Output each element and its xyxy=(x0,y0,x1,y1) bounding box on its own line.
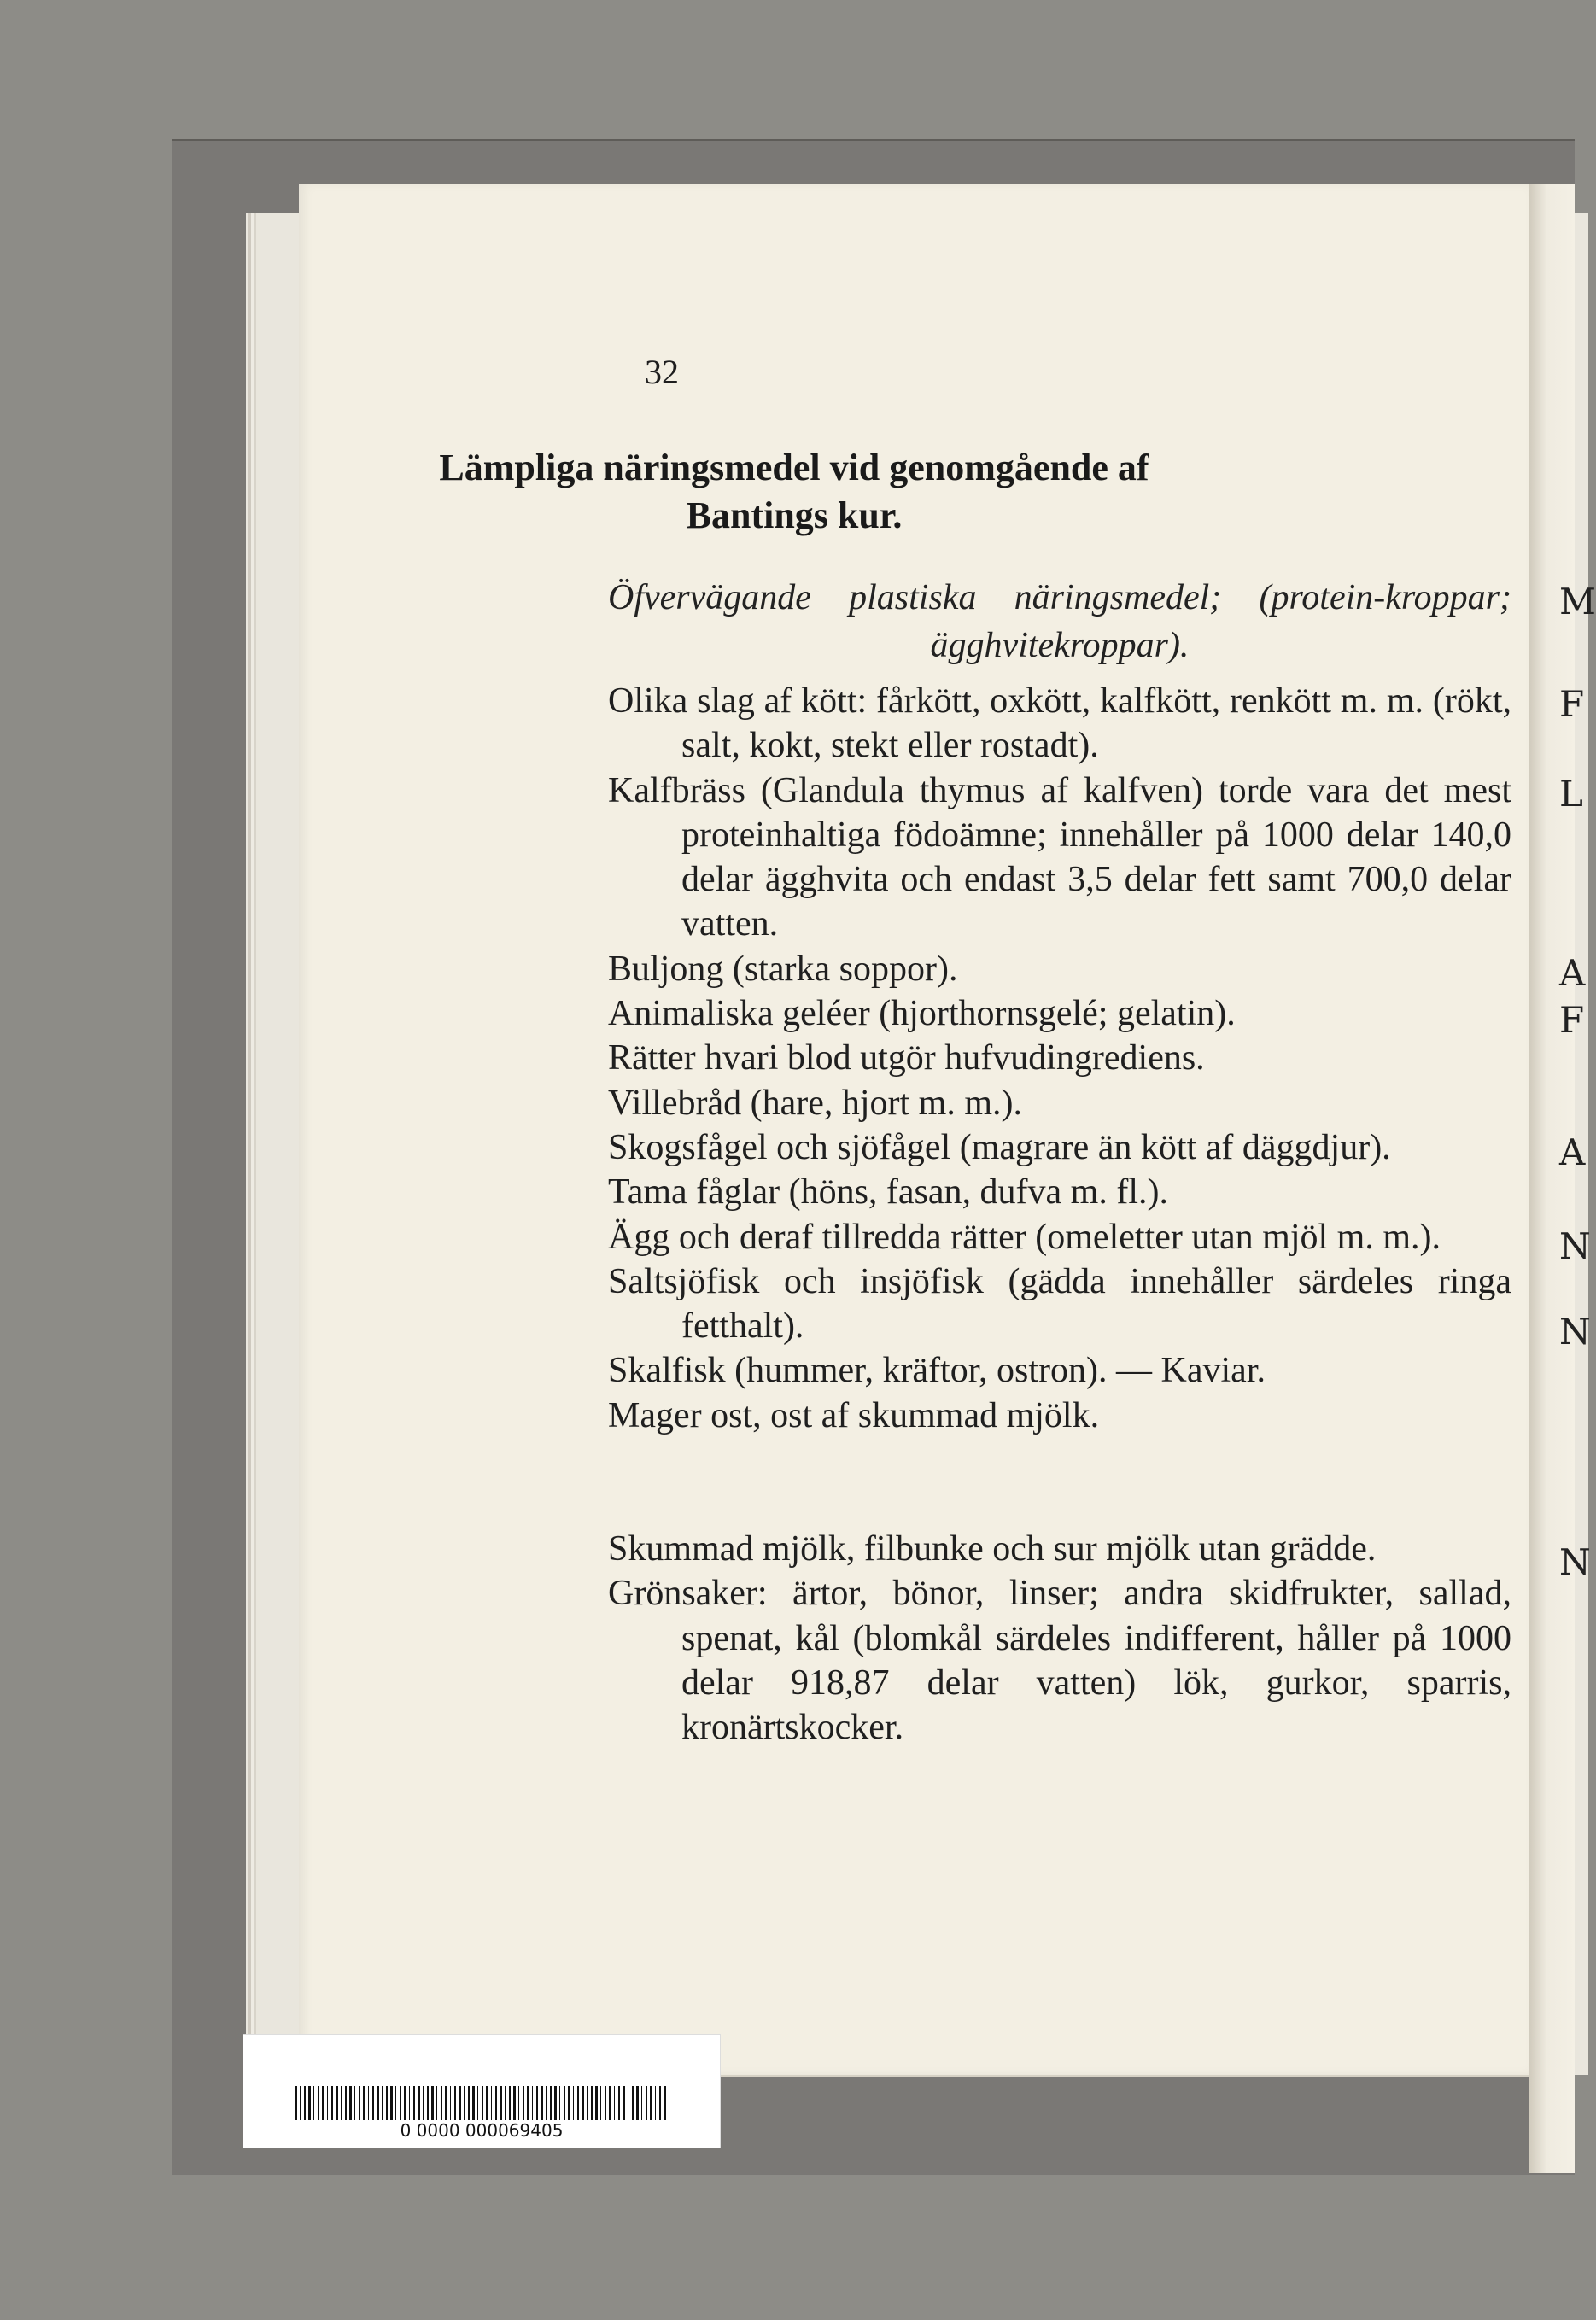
facing-letter: A xyxy=(1559,952,1586,994)
page-title xyxy=(231,444,1358,540)
list-item: Skummad mjölk, filbunke och sur mjölk utan grädde. xyxy=(608,1529,1377,1569)
facing-letter: F xyxy=(1559,999,1585,1041)
page-number: 32 xyxy=(645,353,679,391)
facing-letter: L xyxy=(1559,773,1583,815)
facing-letter: A xyxy=(1559,1131,1586,1173)
list-item: Olika slag af kött: fårkött, oxkött, kalfkött, renkött m. m. (rökt, salt, kokt, stekt eller rostadt). xyxy=(608,681,1511,766)
title-line-1: Lämpliga näringsmedel vid genomgående af xyxy=(439,447,1149,488)
list-item: Kalfbräss (Glandula thymus af kalfven) torde vara det mest proteinhaltiga födoämne; innehåller på 1000 delar 140,0 delar ägghvita och endast 3,5 delar fett samt 700,0 delar vatten. xyxy=(608,770,1511,944)
facing-letter: N xyxy=(1559,1541,1591,1583)
library-barcode-label xyxy=(243,2034,721,2148)
list-item: Skogsfågel och sjöfågel (magrare än kött af däggdjur). xyxy=(608,1127,1391,1167)
list-item: Mager ost, ost af skummad mjölk. xyxy=(608,1395,1100,1435)
barcode-number: 0 0000 000069405 xyxy=(400,2120,564,2141)
facing-letter: N xyxy=(1559,1311,1591,1353)
list-item: Villebråd (hare, hjort m. m.). xyxy=(608,1083,1022,1123)
facing-letter: N xyxy=(1559,1225,1591,1267)
list-item: Animaliska geléer (hjorthornsgelé; gelatin). xyxy=(608,994,1236,1034)
list-item: Rätter hvari blod utgör hufvudingrediens. xyxy=(608,1038,1205,1078)
list-item: Skalfisk (hummer, kräftor, ostron). — Kaviar. xyxy=(608,1351,1266,1391)
facing-letter: M xyxy=(1559,581,1596,622)
facing-page-gutter xyxy=(1529,184,1575,2173)
list-item: Ägg och deraf tillredda rätter (omeletter utan mjöl m. m.). xyxy=(608,1217,1441,1257)
title-line-2: Bantings kur. xyxy=(686,494,903,536)
food-list xyxy=(608,679,1511,1750)
section-gap xyxy=(608,1438,1511,1527)
barcode-icon xyxy=(295,2086,670,2120)
list-item: Tama fåglar (höns, fasan, dufva m. fl.). xyxy=(608,1172,1168,1213)
section-subtitle: Öfvervägande plastiska näringsmedel; (protein-kroppar; ägghvitekroppar). xyxy=(608,578,1511,665)
list-item: Saltsjöfisk och insjöfisk (gädda innehåller särdeles ringa fetthalt). xyxy=(608,1261,1511,1347)
facing-letter: F xyxy=(1559,683,1585,725)
list-item: Buljong (starka soppor). xyxy=(608,949,958,989)
list-item: Grönsaker: ärtor, bönor, linser; andra skidfrukter, sallad, spenat, kål (blomkål särdeles indifferent, håller på 1000 delar 918,87 delar vatten) lök, gurkor, sparris, kronärtskocker. xyxy=(608,1574,1511,1748)
